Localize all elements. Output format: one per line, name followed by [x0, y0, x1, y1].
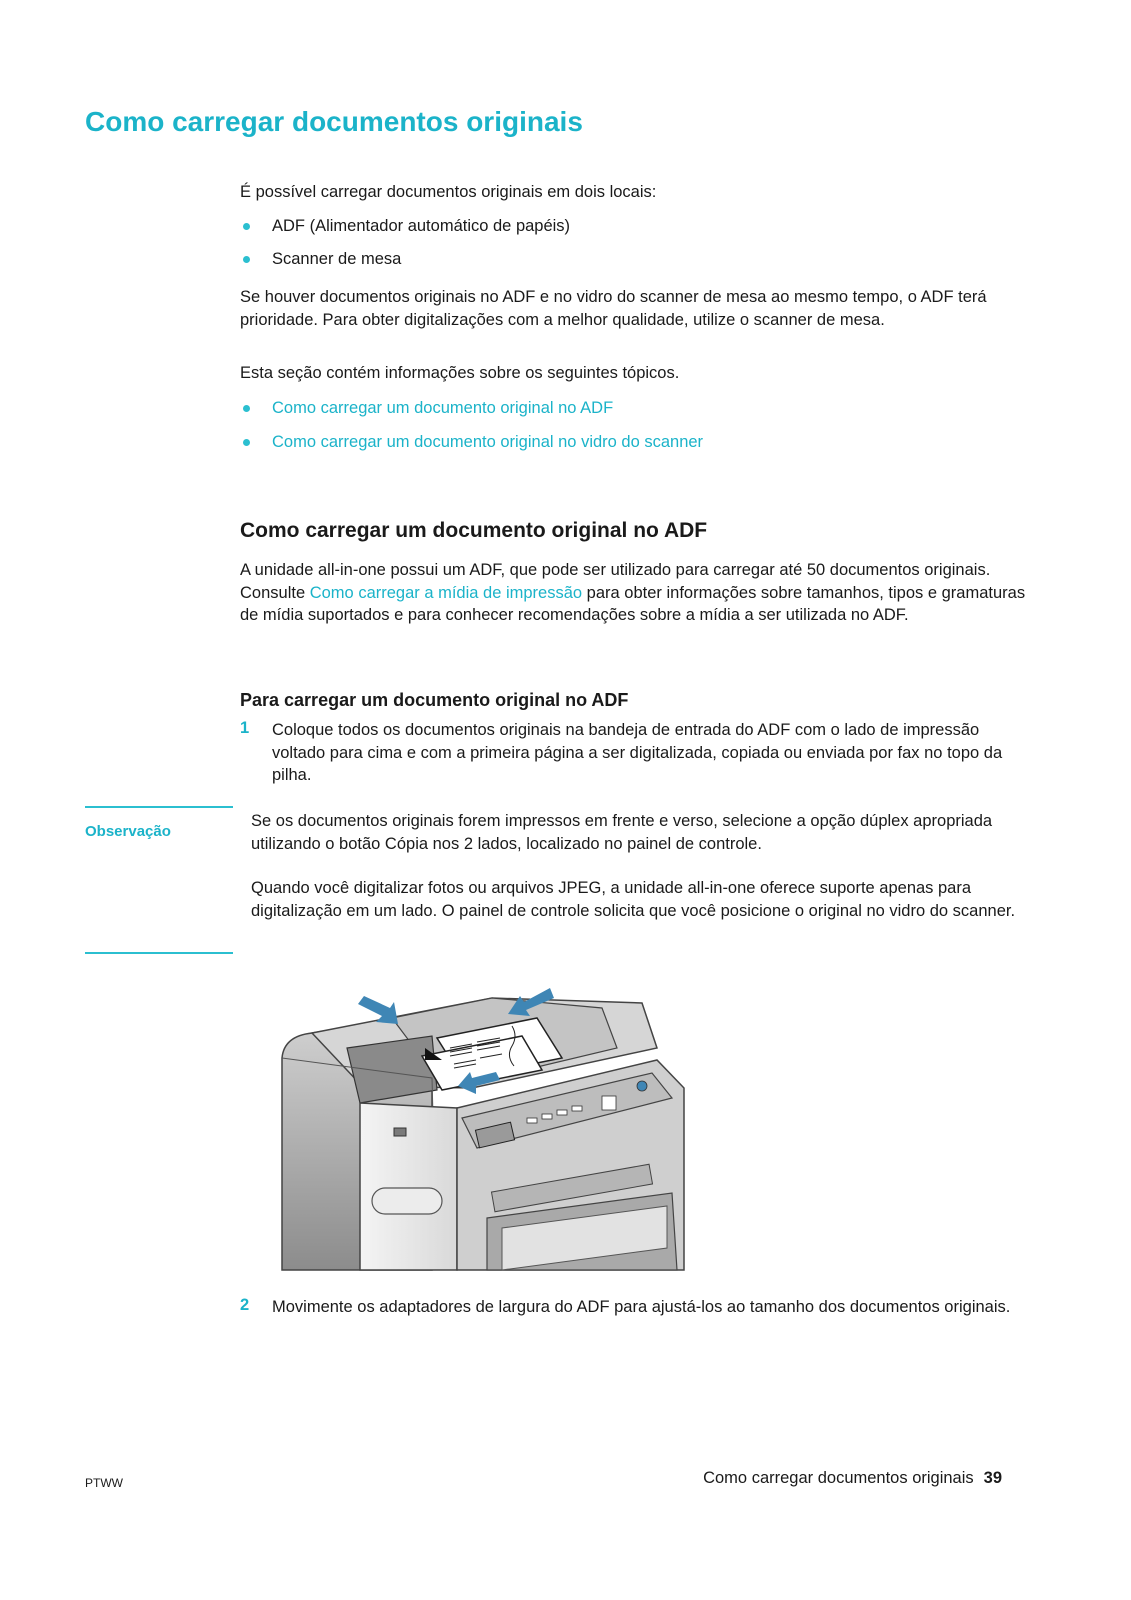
- media-loading-link[interactable]: Como carregar a mídia de impressão: [309, 583, 583, 602]
- section-paragraph-start: A unidade all-in-one possui um ADF, que pode ser utilizado para carregar até 50 documentos originais. Consulte: [240, 561, 991, 602]
- bullet-dot: [243, 439, 250, 446]
- bullet-dot: [243, 223, 250, 230]
- priority-paragraph: Se houver documentos originais no ADF e no vidro do scanner de mesa ao mesmo tempo, o ADF terá prioridade. Para obter digitalizações com a melhor qualidade, utilize o scanner de mesa.: [240, 288, 987, 329]
- step-text: Coloque todos os documentos originais na bandeja de entrada do ADF com o lado de impressão voltado para cima e com a primeira página a ser digitalizada, copiada ou enviada por fax no topo da pilha.: [272, 721, 1003, 784]
- page-number: 39: [983, 1469, 1002, 1487]
- front-door-handle: [372, 1188, 442, 1214]
- note-paragraph-1: Se os documentos originais forem impressos em frente e verso, selecione a opção dúplex apropriada utilizando o botão Cópia nos 2 lados, localizado no painel de controle.: [251, 812, 993, 853]
- section-paragraph-end: para obter informações sobre tamanhos, tipos e gramaturas de mídia suportados e para conhecer recomendações sobre a mídia a ser utilizada no ADF.: [240, 583, 1026, 624]
- topic-link-scanner-glass[interactable]: Como carregar um documento original no vidro do scanner: [272, 433, 704, 451]
- printer-adf-illustration: [272, 978, 704, 1278]
- note-paragraph-2: Quando você digitalizar fotos ou arquivos JPEG, a unidade all-in-one oferece suporte apenas para digitalização em um lado. O painel de controle solicita que você posicione o original no vidro do scanner.: [251, 879, 1016, 920]
- procedure-heading: Para carregar um documento original no ADF: [240, 690, 629, 710]
- location-adf: ADF (Alimentador automático de papéis): [272, 217, 571, 235]
- bullet-dot: [243, 405, 250, 412]
- note-label: Observação: [85, 823, 171, 840]
- hp-logo-badge: [394, 1128, 406, 1136]
- step-number: 1: [240, 719, 250, 737]
- location-scanner: Scanner de mesa: [272, 250, 402, 268]
- footer-running-title: [703, 1469, 1002, 1488]
- section-paragraph: [240, 559, 1028, 627]
- page-title: Como carregar documentos originais: [85, 106, 583, 137]
- footer-chapter: Como carregar documentos originais: [703, 1469, 974, 1487]
- note-bottom-rule: [85, 952, 233, 954]
- topics-intro: Esta seção contém informações sobre os seguintes tópicos.: [240, 364, 680, 382]
- footer-doc-code: PTWW: [85, 1476, 123, 1490]
- bullet-dot: [243, 256, 250, 263]
- section-heading: Como carregar um documento original no ADF: [240, 519, 708, 542]
- step-number: 2: [240, 1296, 250, 1314]
- step-text: Movimente os adaptadores de largura do ADF para ajustá-los ao tamanho dos documentos originais.: [272, 1298, 1011, 1316]
- topic-link-adf[interactable]: Como carregar um documento original no ADF: [272, 399, 614, 417]
- printer-front-panel: [360, 1103, 457, 1270]
- intro-text: É possível carregar documentos originais em dois locais:: [240, 183, 657, 201]
- note-top-rule: [85, 806, 233, 808]
